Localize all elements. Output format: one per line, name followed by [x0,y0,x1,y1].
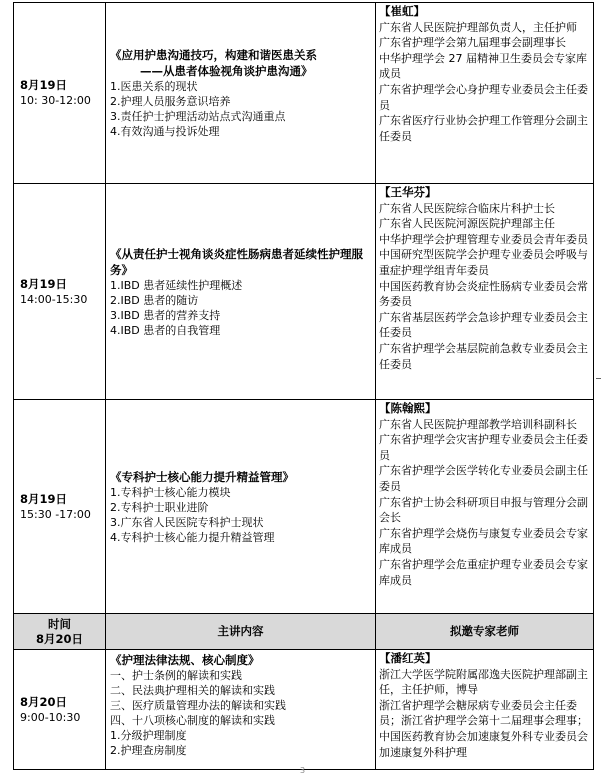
content-item: 2.护理查房制度 [110,744,187,757]
margin-tick [596,378,601,379]
session-time-cell [14,400,106,614]
content-item: 二、民法典护理相关的解读和实践 [110,684,275,697]
expert-line: 广东省人民医院护理部负责人，主任护师 [379,20,577,34]
expert-line: 浙江省护理学会糖尿病专业委员会主任委员；浙江省护理学会第十二届理事会理事；中国医药教育协会加速康复外科专业委员会加速康复外科护理 [379,698,588,759]
session-time: 15:30 -17:00 [20,507,91,521]
session-time: 10: 30-12:00 [20,94,91,107]
header-date-label: 8月20日 [35,631,83,646]
content-item: 一、护士条例的解读和实践 [110,669,242,682]
expert-line: 广东省医疗行业协会护理工作管理分会副主任委员 [379,114,588,143]
session-row [14,650,594,770]
expert-line: 广东省护理学会危重症护理专业委员会专家库成员 [379,557,588,587]
header-time-label: 时间 [48,616,71,631]
expert-line: 广东省护理学会心身护理专业委员会主任委员 [379,82,588,112]
session-content-cell [106,184,376,400]
session-content-cell [106,400,376,614]
session-time: 9:00-10:30 [20,710,81,724]
expert-name: 【陈翰熙】 [379,401,437,415]
expert-line: 广东省护理学会医学转化专业委员会副主任委员 [379,464,588,493]
session-expert-cell [376,400,594,614]
session-expert-cell [376,3,594,184]
expert-name: 【崔虹】 [379,4,425,18]
session-title: 《护理法律法规、核心制度》 [110,653,260,667]
session-expert-cell [376,184,594,400]
expert-line: 中华护理学会护理管理专业委员会青年委员 [379,232,588,246]
content-item: 1.专科护士核心能力模块 [110,485,231,499]
session-time-cell [14,3,106,184]
session-title: 《专科护士核心能力提升精益管理》 [110,469,294,484]
expert-line: 广东省基层医药学会急诊护理专业委员会主任委员 [379,310,588,340]
expert-line: 广东省人民医院河源医院护理部主任 [379,217,555,231]
expert-line: 广东省护理学会烧伤与康复专业委员会专家库成员 [379,526,588,556]
content-item: 3.责任护士护理活动站点式沟通重点 [110,110,286,123]
content-item: 2.护理人员服务意识培养 [110,95,231,108]
session-date: 8月19日 [20,276,68,291]
session-time-cell [14,184,106,400]
header-expert-label: 拟邀专家老师 [376,614,594,650]
content-item: 三、医疗质量管理办法的解读和实践 [110,699,286,712]
session-title [110,47,371,79]
session-content-cell [106,3,376,184]
expert-line: 中国研究型医院学会护理专业委员会呼吸与重症护理学组青年委员 [379,248,588,277]
content-item: 1.IBD 患者延续性护理概述 [110,278,243,292]
session-date: 8月20日 [20,694,68,709]
expert-line: 中国医药教育协会炎症性肠病专业委员会常务委员 [379,279,588,309]
content-item: 1.分级护理制度 [110,729,187,742]
content-item: 四、十八项核心制度的解读和实践 [110,714,275,727]
session-row [14,400,594,614]
expert-line: 广东省护理学会第九届理事会副理事长 [379,36,566,50]
content-item: 3.IBD 患者的营养支持 [110,308,221,322]
session-date: 8月19日 [20,491,68,506]
day-header-row [14,614,594,650]
session-date: 8月19日 [20,78,68,92]
expert-line: 广东省人民医院综合临床片科护士长 [379,201,555,215]
session-time: 14:00-15:30 [20,292,88,306]
session-row [14,184,594,400]
header-time-cell [14,614,106,650]
title-line: ——从患者体验视角谈护患沟通》 [140,64,313,78]
content-item: 3.广东省人民医院专科护士现状 [110,515,264,529]
session-content-cell [106,650,376,770]
expert-line: 广东省护理学会灾害护理专业委员会主任委员 [379,433,588,462]
page-number: 3 [300,766,306,775]
session-expert-cell [376,650,594,770]
session-title: 《从责任护士视角谈炎症性肠病患者延续性护理服务》 [110,246,363,277]
content-item: 2.专科护士职业进阶 [110,500,209,514]
content-item: 4.IBD 患者的自我管理 [110,323,221,337]
session-time-cell [14,650,106,770]
expert-line: 浙江大学医学院附属邵逸夫医院护理部副主任，主任护师，博导 [379,667,588,697]
expert-line: 广东省护士协会科研项目申报与管理分会副会长 [379,495,588,525]
session-row [14,3,594,184]
content-item: 4.有效沟通与投诉处理 [110,125,220,138]
header-content-label: 主讲内容 [106,614,376,650]
title-line: 《应用护患沟通技巧，构建和谐医患关系 [110,48,317,62]
expert-line: 广东省护理学会基层院前急救专业委员会主任委员 [379,341,588,371]
content-item: 1.医患关系的现状 [110,80,198,93]
content-item: 2.IBD 患者的随访 [110,293,199,307]
schedule-table [13,2,594,770]
expert-name: 【潘红英】 [379,651,437,665]
expert-line: 广东省人民医院护理部教学培训科副科长 [379,417,577,431]
expert-name: 【王华芬】 [379,185,437,199]
expert-line: 中华护理学会 27 届精神卫生委员会专家库成员 [379,51,587,81]
content-item: 4.专科护士核心能力提升精益管理 [110,530,275,544]
